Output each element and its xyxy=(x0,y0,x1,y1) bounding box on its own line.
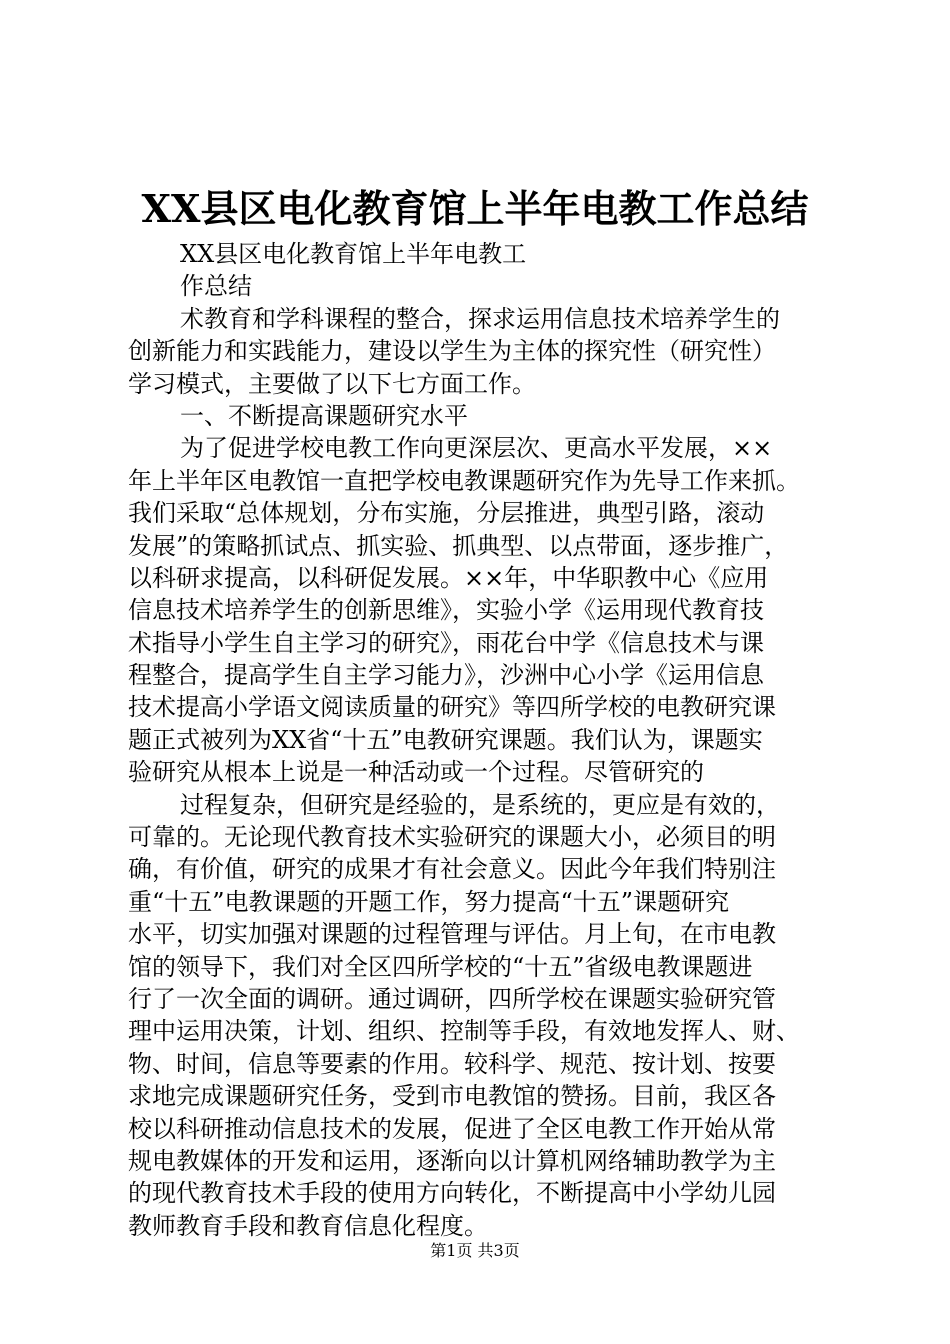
text-line: 作总结 xyxy=(180,272,252,301)
text-line: 教师教育手段和教育信息化程度。 xyxy=(128,1211,488,1240)
text-line: 校以科研推动信息技术的发展，促进了全区电教工作开始从常 xyxy=(128,1114,776,1143)
document-body xyxy=(128,238,828,1242)
text-line: 求地完成课题研究任务，受到市电教馆的赞扬。目前，我区各 xyxy=(128,1082,776,1111)
text-line: 为了促进学校电教工作向更深层次、更高水平发展，×× xyxy=(180,434,773,463)
text-line: 信息技术培养学生的创新思维》，实验小学《运用现代教育技 xyxy=(128,596,764,625)
text-line: 过程复杂，但研究是经验的，是系统的，更应是有效的， xyxy=(180,790,780,819)
text-line: 技术提高小学语文阅读质量的研究》等四所学校的电教研究课 xyxy=(128,693,776,722)
text-line: 创新能力和实践能力，建设以学生为主体的探究性（研究性） xyxy=(128,337,776,366)
document-title: XX县区电化教育馆上半年电教工作总结 xyxy=(141,186,809,231)
text-line: 验研究从根本上说是一种活动或一个过程。尽管研究的 xyxy=(128,758,704,787)
text-line: 以科研求提高，以科研促发展。××年，中华职教中心《应用 xyxy=(128,563,769,592)
text-line: 馆的领导下，我们对全区四所学校的“十五”省级电教课题进 xyxy=(128,952,753,981)
text-line: 发展”的策略抓试点、抓实验、抓典型、以点带面，逐步推广， xyxy=(128,531,789,560)
text-line: 可靠的。无论现代教育技术实验研究的课题大小，必须目的明 xyxy=(128,823,776,852)
text-line: 重“十五”电教课题的开题工作，努力提高“十五”课题研究 xyxy=(128,887,730,916)
text-line: 术指导小学生自主学习的研究》，雨花台中学《信息技术与课 xyxy=(128,628,764,657)
text-line: 理中运用决策，计划、组织、控制等手段，有效地发挥人、财、 xyxy=(128,1017,800,1046)
text-line: 行了一次全面的调研。通过调研，四所学校在课题实验研究管 xyxy=(128,984,776,1013)
text-line: 确，有价值，研究的成果才有社会意义。因此今年我们特别注 xyxy=(128,855,776,884)
text-line: 题正式被列为XX省“十五”电教研究课题。我们认为，课题实 xyxy=(128,725,763,754)
text-line: 水平，切实加强对课题的过程管理与评估。月上旬，在市电教 xyxy=(128,920,776,949)
text-line: XX县区电化教育馆上半年电教工 xyxy=(180,240,527,268)
page-footer: 第1页 共3页 xyxy=(430,1241,520,1260)
text-line: 学习模式，主要做了以下七方面工作。 xyxy=(128,369,536,398)
text-line: 年上半年区电教馆一直把学校电教课题研究作为先导工作来抓。 xyxy=(128,466,800,495)
text-line: 我们采取“总体规划，分布实施，分层推进，典型引路，滚动 xyxy=(128,499,765,528)
text-line: 物、时间，信息等要素的作用。较科学、规范、按计划、按要 xyxy=(128,1049,776,1078)
text-line: 规电教媒体的开发和运用，逐渐向以计算机网络辅助教学为主 xyxy=(128,1146,776,1175)
text-line: 一、不断提高课题研究水平 xyxy=(180,401,468,430)
text-line: 程整合，提高学生自主学习能力》，沙洲中心小学《运用信息 xyxy=(128,661,764,690)
text-line: 术教育和学科课程的整合，探求运用信息技术培养学生的 xyxy=(180,304,780,333)
text-line: 的现代教育技术手段的使用方向转化，不断提高中小学幼儿园 xyxy=(128,1179,776,1208)
